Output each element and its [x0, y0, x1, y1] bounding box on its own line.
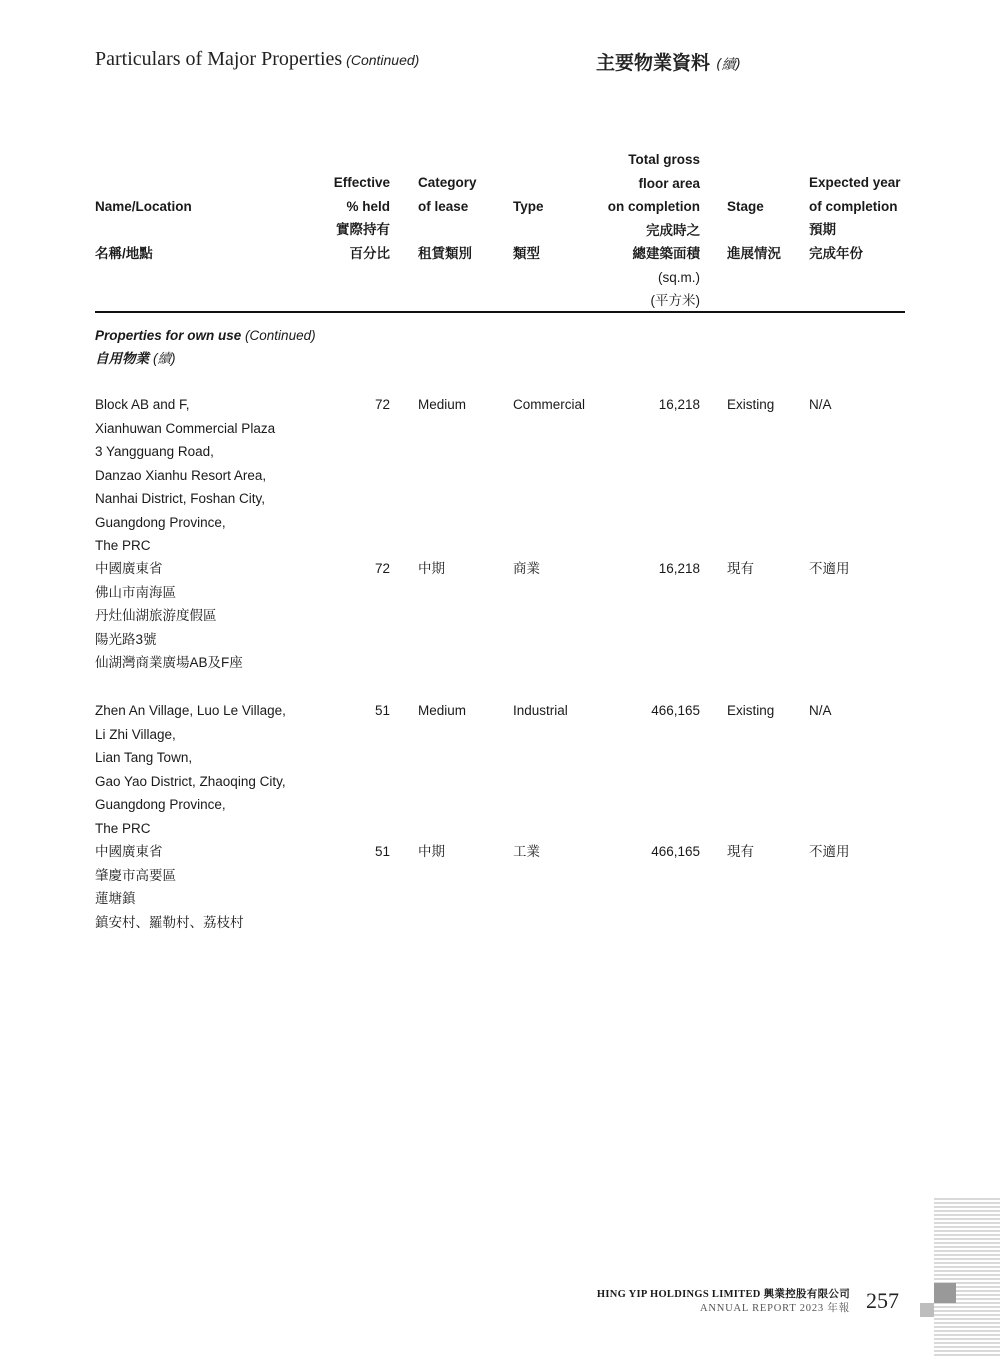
address-line: 3 Yangguang Road, — [95, 444, 214, 459]
col-header-lease-2: of lease — [418, 198, 469, 214]
col-header-type-en: Type — [513, 199, 544, 214]
row-1-expected-en: N/A — [809, 397, 832, 412]
decorative-square-dark — [934, 1283, 956, 1303]
row-2-type-zh: 工業 — [513, 844, 540, 859]
section-heading — [95, 324, 316, 370]
row-2-type-en: Industrial — [513, 703, 568, 718]
address-line: 丹灶仙湖旅游度假區 — [95, 608, 217, 623]
page-title-zh — [596, 48, 741, 75]
col-header-lease-1: Category — [418, 175, 477, 190]
col-header-gfa-5: 總建築面積 — [632, 246, 700, 261]
address-line: The PRC — [95, 820, 151, 836]
col-header-lease-3: 租賃類別 — [418, 245, 472, 261]
col-header-expected-2: of completion — [809, 198, 898, 214]
section-label-zh-continued: (續) — [153, 351, 176, 366]
col-header-expected-1: Expected year — [809, 175, 901, 190]
row-1-gfa-en: 16,218 — [658, 397, 700, 412]
address-line: Danzao Xianhu Resort Area, — [95, 467, 267, 483]
section-label-en-continued: (Continued) — [245, 328, 316, 343]
address-line: Xianhuwan Commercial Plaza — [95, 420, 276, 436]
row-2-held-en: 51 — [374, 703, 390, 718]
decorative-stripes — [934, 1198, 1000, 1357]
address-line: Nanhai District, Foshan City, — [95, 491, 266, 506]
row-1-stage-zh: 現有 — [727, 561, 754, 576]
col-header-held-4: 百分比 — [349, 245, 390, 261]
section-label-en: Properties for own use — [95, 328, 242, 343]
row-1-held-en: 72 — [374, 397, 390, 412]
col-header-gfa-unit-en: (sq.m.) — [658, 269, 700, 285]
decorative-square-light — [920, 1303, 934, 1317]
address-line: 佛山市南海區 — [95, 584, 176, 600]
col-header-held-3: 實際持有 — [336, 222, 390, 237]
table-row-2-address-en — [95, 699, 286, 840]
row-2-gfa-en: 466,165 — [651, 703, 700, 718]
col-header-expected-4: 完成年份 — [809, 245, 863, 261]
col-header-stage — [727, 195, 781, 266]
col-header-gfa-2: floor area — [638, 175, 700, 191]
col-header-type-zh: 類型 — [513, 246, 540, 261]
col-header-type — [513, 195, 544, 266]
title-zh-text: 主要物業資料 — [596, 52, 711, 74]
title-en-continued: (Continued) — [346, 52, 420, 68]
title-en-text: Particulars of Major Properties — [95, 48, 343, 70]
footer-company: HING YIP HOLDINGS LIMITED 興業控股有限公司 — [596, 1289, 850, 1300]
page-title-en — [95, 48, 419, 71]
address-line: Li Zhi Village, — [95, 726, 176, 742]
row-1-gfa-zh: 16,218 — [658, 561, 700, 576]
address-line: 仙湖灣商業廣場AB及F座 — [95, 655, 243, 670]
row-2-stage-zh: 現有 — [727, 844, 754, 859]
col-header-name-zh: 名稱/地點 — [95, 246, 153, 261]
row-2-lease-zh: 中期 — [418, 844, 445, 859]
col-header-held — [310, 171, 390, 265]
address-line: 鎮安村、羅勒村、荔枝村 — [95, 914, 244, 930]
table-row-1-address-en — [95, 393, 275, 558]
col-header-expected-3: 預期 — [809, 222, 836, 237]
address-line: The PRC — [95, 538, 151, 553]
col-header-held-2: % held — [346, 198, 390, 214]
row-2-gfa-zh: 466,165 — [651, 844, 700, 859]
col-header-expected — [809, 171, 901, 265]
col-header-gfa-unit-zh: (平方米) — [650, 293, 700, 308]
address-line: Lian Tang Town, — [95, 750, 193, 765]
row-2-stage-en: Existing — [727, 703, 775, 718]
col-header-name-en: Name/Location — [95, 199, 192, 214]
address-line: Guangdong Province, — [95, 514, 226, 530]
address-line: Block AB and F, — [95, 397, 190, 412]
col-header-gfa-1: Total gross — [628, 152, 700, 167]
table-row-1-address-zh — [95, 557, 243, 675]
address-line: 中國廣東省 — [95, 844, 163, 859]
col-header-stage-en: Stage — [727, 199, 764, 214]
col-header-name — [95, 195, 192, 266]
row-1-held-zh: 72 — [374, 561, 390, 576]
address-line: Guangdong Province, — [95, 797, 226, 812]
address-line: 陽光路3號 — [95, 631, 157, 647]
table-row-2-address-zh — [95, 840, 244, 934]
row-2-held-zh: 51 — [374, 844, 390, 859]
row-2-expected-zh: 不適用 — [809, 844, 850, 859]
col-header-gfa-3: on completion — [607, 199, 700, 214]
address-line: 中國廣東省 — [95, 561, 163, 576]
row-1-type-zh: 商業 — [513, 561, 540, 576]
row-1-lease-zh: 中期 — [418, 561, 445, 576]
row-1-lease-en: Medium — [418, 397, 467, 412]
row-1-stage-en: Existing — [727, 397, 775, 412]
col-header-gfa-4: 完成時之 — [646, 222, 700, 238]
page-number: 257 — [866, 1288, 899, 1313]
header-rule — [95, 311, 905, 313]
footer-report: ANNUAL REPORT 2023 年報 — [699, 1303, 850, 1314]
col-header-stage-zh: 進展情況 — [727, 246, 781, 261]
address-line: 肇慶市高要區 — [95, 867, 176, 883]
address-line: 蓮塘鎮 — [95, 891, 136, 906]
row-2-lease-en: Medium — [418, 703, 467, 718]
section-label-zh: 自用物業 — [95, 351, 149, 366]
col-header-gfa — [580, 148, 700, 313]
address-line: Gao Yao District, Zhaoqing City, — [95, 773, 286, 789]
row-1-expected-zh: 不適用 — [809, 561, 850, 576]
row-1-type-en: Commercial — [513, 397, 586, 412]
row-2-expected-en: N/A — [809, 703, 832, 718]
col-header-lease — [418, 171, 477, 265]
col-header-held-1: Effective — [333, 175, 390, 190]
title-zh-continued: (續) — [716, 57, 741, 73]
address-line: Zhen An Village, Luo Le Village, — [95, 703, 286, 718]
